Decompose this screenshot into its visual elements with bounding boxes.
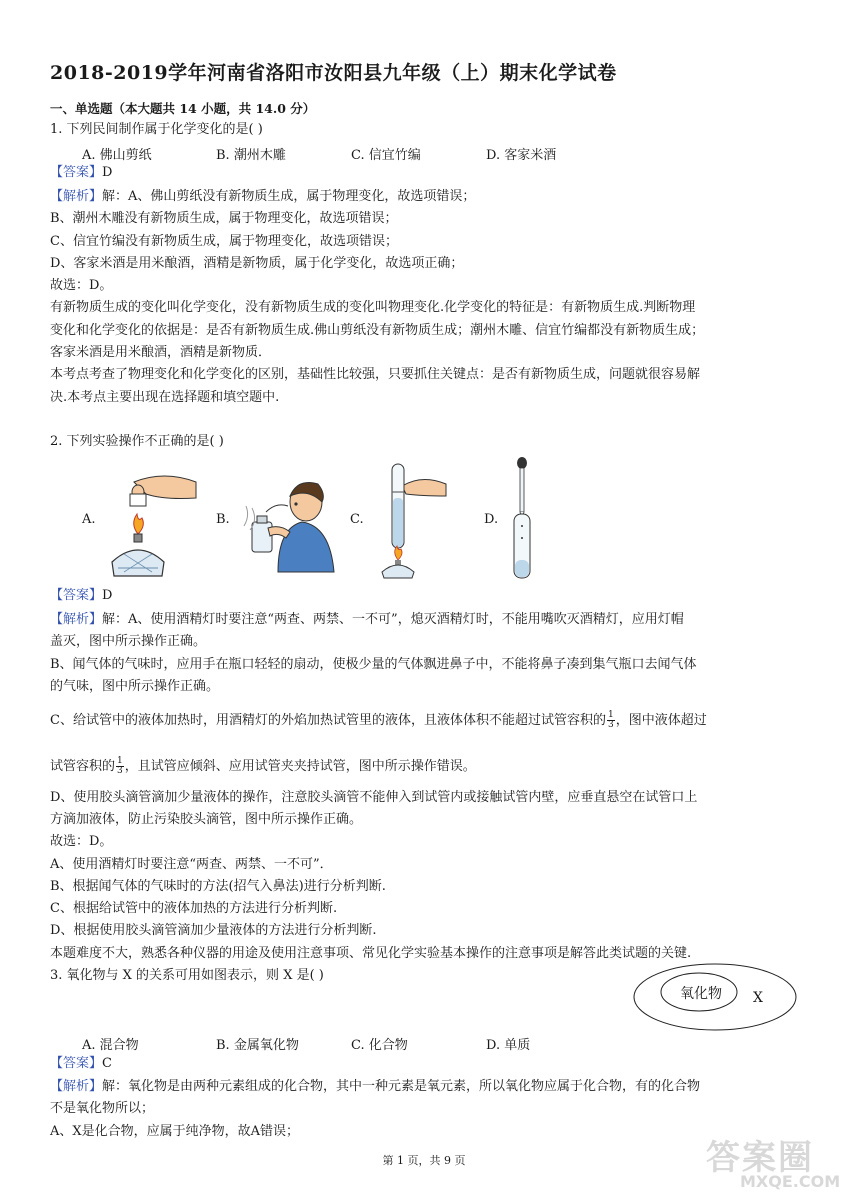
watermark-url: MXQE.COM: [740, 1172, 841, 1191]
q3-stem: 3. 氧化物与 X 的关系可用如图表示，则 X 是( ): [50, 968, 324, 983]
q1-analysis-line: [50, 188, 475, 206]
q2-analysis-line: A、使用酒精灯时要注意“两查、两禁、一不可”．: [50, 857, 333, 872]
q3-option-a: A. 混合物: [82, 1038, 139, 1053]
q2-analysis-text: ，图中液体超过: [615, 713, 707, 728]
q2-analysis-line: 方滴加液体，防止污染胶头滴管，图中所示操作正确。: [50, 812, 363, 827]
fraction-denominator: 3: [607, 720, 614, 730]
q1-analysis-line: 故选：D。: [50, 278, 113, 293]
q2-stem: 2. 下列实验操作不正确的是( ): [50, 434, 224, 449]
q2-analysis-text: 试管容积的: [50, 759, 116, 774]
q2-answer: D: [102, 588, 113, 603]
analysis-tag: 【解析】: [50, 189, 103, 204]
test-tube-heating-figure: [370, 462, 450, 580]
q2-analysis-line: 的气味，图中所示操作正确。: [50, 679, 220, 694]
q2-analysis-text: C、给试管中的液体加热时，用酒精灯的外焰加热试管里的液体，且液体体积不能超过试管容积的: [50, 713, 606, 728]
q2-analysis-line: [50, 711, 707, 730]
watermark-logo-text: 答案圈: [706, 1138, 814, 1178]
q2-answer-line: [50, 587, 112, 605]
q1-analysis-line: 客家米酒是用米酿酒，酒精是新物质．: [50, 345, 272, 360]
q1-analysis-line: D、客家米酒是用米酿酒，酒精是新物质，属于化学变化，故选项正确；: [50, 256, 464, 271]
alcohol-lamp-figure: [104, 464, 200, 580]
smell-gas-figure: [238, 466, 342, 580]
fraction-one-third: [607, 711, 615, 730]
q3-analysis-text: 解：氧化物是由两种元素组成的化合物，其中一种元素是氧元素，所以氧化物应属于化合物，有的化合物: [102, 1079, 701, 1094]
q3-option-c: C. 化合物: [351, 1038, 408, 1053]
answer-tag: 【答案】: [50, 588, 103, 603]
q2-figure-label-c: C.: [350, 512, 364, 527]
q1-analysis-line: 决.本考点主要出现在选择题和填空题中.: [50, 390, 280, 405]
answer-tag: 【答案】: [50, 165, 103, 180]
fraction-numerator: 1: [117, 756, 123, 766]
q1-option-c: C. 信宜竹编: [351, 148, 421, 163]
q3-analysis-line: [50, 1078, 700, 1096]
answer-tag: 【答案】: [50, 1056, 103, 1071]
q1-analysis-line: 本考点考查了物理变化和化学变化的区别，基础性比较强，只要抓住关键点：是否有新物质生成，问题就很容易解: [50, 367, 701, 382]
q2-analysis-line: D、根据使用胶头滴管滴加少量液体的方法进行分析判断.: [50, 923, 377, 938]
diagram-inner-label: 氧化物: [680, 986, 722, 1002]
q3-analysis-line: A、X是化合物，应属于纯净物，故A错误；: [50, 1124, 300, 1139]
fraction-one-third: [116, 757, 124, 776]
q2-analysis-line: B、根据闻气体的气味时的方法(招气入鼻法)进行分析判断.: [50, 879, 386, 894]
q1-answer: D: [102, 165, 113, 180]
page-footer: 第 1 页，共 9 页: [382, 1154, 466, 1167]
q2-figure-label-b: B.: [216, 512, 230, 527]
q2-analysis-text: ，且试管应倾斜、应用试管夹夹持试管，图中所示操作错误。: [124, 759, 476, 774]
page-title: 2018-2019学年河南省洛阳市汝阳县九年级（上）期末化学试卷: [50, 62, 617, 84]
q3-answer-line: [50, 1055, 112, 1073]
q1-analysis-text: 解：A、佛山剪纸没有新物质生成，属于物理变化，故选项错误；: [102, 189, 476, 204]
q2-analysis-line: D、使用胶头滴管滴加少量液体的操作，注意胶头滴管不能伸入到试管内或接触试管内壁，应垂直悬空在试管口上: [50, 790, 698, 805]
q1-analysis-line: B、潮州木雕没有新物质生成，属于物理变化，故选项错误；: [50, 211, 398, 226]
site-watermark: [700, 1128, 840, 1194]
analysis-tag: 【解析】: [50, 1079, 103, 1094]
q1-analysis-line: 变化和化学变化的依据是：是否有新物质生成.佛山剪纸没有新物质生成；潮州木雕、信宜竹编都没有新物质生成；: [50, 323, 705, 338]
q2-analysis-line: [50, 757, 476, 776]
q3-option-b: B. 金属氧化物: [216, 1038, 299, 1053]
q2-analysis-line: 盖灭，图中所示操作正确。: [50, 634, 207, 649]
q2-figure-label-d: D.: [484, 512, 499, 527]
q2-analysis-line: [50, 611, 684, 629]
diagram-outer-label: X: [753, 990, 763, 1006]
q2-analysis-line: 故选：D。: [50, 834, 113, 849]
q2-analysis-line: 本题难度不大，熟悉各种仪器的用途及使用注意事项、常见化学实验基本操作的注意事项是解答此类试题的关键.: [50, 946, 692, 961]
q2-analysis-line: B、闻气体的气味时，应用手在瓶口轻轻的扇动，使极少量的气体飘进鼻子中，不能将鼻子凑到集气瓶口去闻气体: [50, 657, 697, 672]
q1-answer-line: [50, 164, 112, 182]
q1-option-d: D. 客家米酒: [486, 148, 557, 163]
fraction-denominator: 3: [117, 766, 123, 776]
q1-option-b: B. 潮州木雕: [216, 148, 286, 163]
fraction-numerator: 1: [607, 710, 614, 720]
q3-answer: C: [102, 1056, 112, 1071]
section-heading: 一、单选题（本大题共 14 小题，共 14.0 分）: [50, 101, 316, 116]
q1-analysis-line: 有新物质生成的变化叫化学变化，没有新物质生成的变化叫物理变化.化学变化的特征是：有新物质生成.判断物理: [50, 300, 696, 315]
q2-figure-label-a: A.: [82, 512, 96, 527]
dropper-figure: [506, 456, 538, 582]
q2-analysis-line: C、根据给试管中的液体加热的方法进行分析判断.: [50, 901, 338, 916]
q3-analysis-line: 不是氧化物所以；: [50, 1101, 155, 1116]
q1-option-a: A. 佛山剪纸: [82, 148, 152, 163]
q2-analysis-text: 解：A、使用酒精灯时要注意“两查、两禁、一不可”，熄灭酒精灯时，不能用嘴吹灭酒精灯，应用灯帽: [102, 612, 684, 627]
analysis-tag: 【解析】: [50, 612, 103, 627]
q1-analysis-line: C、信宜竹编没有新物质生成，属于物理变化，故选项错误；: [50, 234, 398, 249]
q1-stem: 1. 下列民间制作属于化学变化的是( ): [50, 122, 263, 137]
q3-option-d: D. 单质: [486, 1038, 531, 1053]
